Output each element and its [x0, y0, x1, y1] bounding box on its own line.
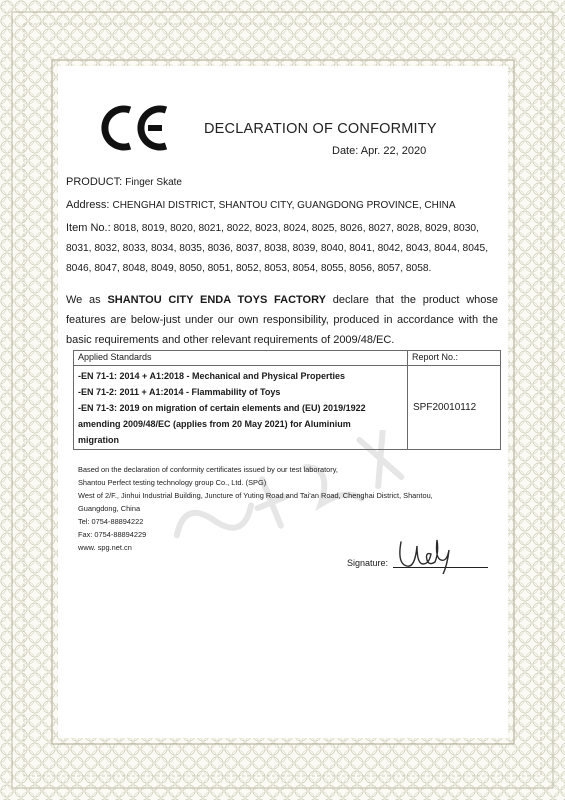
items-line-3: 8046, 8047, 8048, 8049, 8050, 8051, 8052, 8053, 8054, 8055, 8056, 8057, 8058.	[66, 263, 432, 274]
table-row	[74, 366, 501, 450]
address-line	[66, 199, 456, 211]
address-label: Address:	[66, 199, 110, 211]
header-applied-standards: Applied Standards	[74, 351, 408, 366]
document-title: DECLARATION OF CONFORMITY	[204, 121, 437, 137]
document-date	[332, 145, 426, 157]
declaration-paragraph	[66, 290, 498, 350]
company-name: SHANTOU CITY ENDA TOYS FACTORY	[107, 294, 326, 306]
table-header-row	[74, 351, 501, 366]
items-line-1: 8018, 8019, 8020, 8021, 8022, 8023, 8024, 8025, 8026, 8027, 8028, 8029, 8030,	[113, 223, 479, 234]
item-numbers-line	[66, 218, 506, 239]
product-label: PRODUCT:	[66, 176, 123, 188]
address-value: CHENGHAI DISTRICT, SHANTOU CITY, GUANGDONG PROVINCE, CHINA	[112, 200, 456, 211]
items-line-2: 8031, 8032, 8033, 8034, 8035, 8036, 8037, 8038, 8039, 8040, 8041, 8042, 8043, 8044, 8045,	[66, 243, 489, 254]
handwritten-signature	[395, 534, 465, 574]
product-value: Finger Skate	[125, 177, 182, 188]
lab-info-line: Fax: 0754-88894229	[78, 530, 147, 539]
standard-line: -EN 71-1: 2014 + A1:2018 - Mechanical and Physical Properties	[78, 371, 346, 381]
standards-list	[74, 366, 408, 450]
items-label: Item No.:	[66, 222, 111, 234]
date-label: Date:	[332, 145, 359, 157]
lab-info-line: Based on the declaration of conformity certificates issued by our test laboratory,	[78, 465, 338, 474]
header-report-no: Report No.:	[408, 351, 501, 366]
standard-line: amending 2009/48/EC (applies from 20 May 2021) for Aluminium	[78, 419, 351, 429]
standard-line: -EN 71-2: 2011 + A1:2014 - Flammability of Toys	[78, 387, 281, 397]
ce-mark-logo	[100, 103, 170, 153]
lab-info-line: Shantou Perfect testing technology group Co., Ltd. (SPG)	[78, 478, 267, 487]
applied-standards-table	[73, 350, 501, 450]
signature-label: Signature:	[347, 558, 389, 568]
lab-info-line: Tel: 0754-88894222	[78, 517, 144, 526]
item-numbers	[66, 218, 506, 279]
lab-info-line: www. spg.net.cn	[78, 543, 132, 552]
lab-info-line: West of 2/F., Jinhui Industrial Building, Juncture of Yuting Road and Tai'an Road, Chenghai District, Shantou,	[78, 491, 433, 500]
standard-line: -EN 71-3: 2019 on migration of certain elements and (EU) 2019/1922	[78, 403, 366, 413]
lab-info-line: Guangdong, China	[78, 504, 141, 513]
declaration-pre: We as	[66, 294, 101, 306]
date-value: Apr. 22, 2020	[360, 145, 427, 157]
declaration-post: declare that the product whose features are below-just under our own responsibility, produced in accordance with the basic requirements and other relevant requirements of 2009/48/EC.	[66, 294, 499, 346]
standard-line: migration	[78, 435, 120, 445]
report-number: SPF20010112	[408, 366, 501, 450]
product-line	[66, 176, 182, 188]
